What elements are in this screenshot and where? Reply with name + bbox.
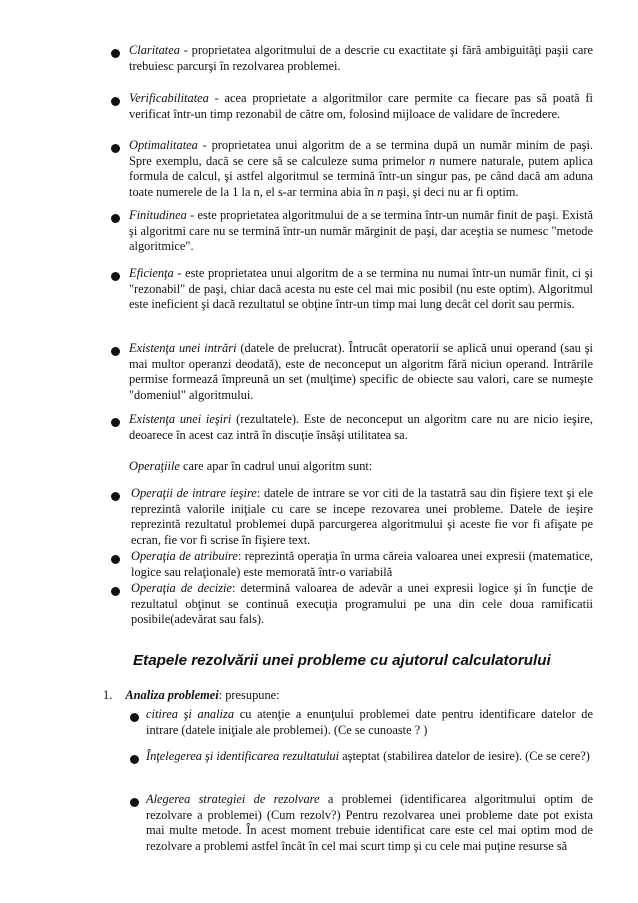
- var-n: n: [377, 184, 384, 199]
- term: Claritatea: [129, 43, 180, 57]
- term: Existenţa unei intrări: [129, 341, 237, 355]
- term: Existenţa unei ieşiri: [129, 412, 232, 426]
- bullet: [111, 272, 120, 281]
- text: aşteptat (stabilirea datelor de iesire). (Ce se cere?): [339, 749, 590, 763]
- property-finitudinea: [129, 208, 593, 255]
- text: : determină valoarea de adevăr a unei expresii logice şi în funcţie de rezultatul obţinut se continuă execuţia programului pe una din cele doua ramificatii posibile(adevărat sau fals).: [131, 581, 593, 627]
- term: Operaţia de atribuire: [131, 549, 238, 563]
- text: : datele de intrare se vor citi de la tastatră sau din fişiere text şi ele reprezintă valorile iniţiale cu care se incepe rezovarea unei probleme. Datele de ieşire reprezintă rezultatul problemei după parcurgerea algoritmului şi aceste fie vor fi afişate pe ecran, fie vor fi scrise în fişiere text.: [131, 486, 593, 547]
- property-verificabilitatea: [129, 91, 593, 122]
- bullet: [111, 555, 120, 564]
- property-claritatea: [129, 43, 593, 74]
- bullet: [111, 347, 120, 356]
- step-number: 1.: [103, 688, 113, 702]
- property-optimalitatea: [129, 138, 593, 200]
- section-heading: Etapele rezolvării unei probleme cu ajutorul calculatorului: [133, 652, 551, 669]
- bullet: [111, 97, 120, 106]
- text: (datele de prelucrat). Întrucât operatorii se aplică unui operand (sau şi mai multor operanzi deodată), este de neconceput un algoritm fără niciun operand. Intrările permise formează împreună un set (mulţime) specific de obiecte sau valori, care se numeşte "domeniul" algoritmului.: [129, 341, 593, 402]
- term: Finitudinea: [129, 208, 187, 222]
- term: Operaţiile: [129, 459, 180, 473]
- var-n: n: [429, 153, 436, 168]
- text: (rezultatele). Este de neconceput un algoritm care nu are nicio ieşire, deoarece în acest caz intră în discuţie însăşi utilitatea sa.: [129, 412, 593, 442]
- text: paşi, şi deci nu ar fi optim.: [383, 184, 519, 199]
- property-intrari: [129, 341, 593, 403]
- text: a problemei (identificarea algoritmului optim de rezolvare a problemei) (Cum rezolv?) Pentru rezolvarea unei probleme date pot exista mai multe metode. În acest moment trebuie identificat care este cel mai optim mod de rezolvare a problemi astfel încât în cel mai scurt timp şi cu cele mai puţine resurse să: [146, 792, 593, 853]
- substep-citirea: [146, 707, 593, 738]
- bullet: [130, 755, 139, 764]
- operations-intro: [129, 459, 593, 475]
- text: cu atenţie a enunţului problemei date pentru identificare datelor de intrare (datele iniţiale ale problemei). (Ce se cunoaste ? ): [146, 707, 593, 737]
- property-iesiri: [129, 412, 593, 443]
- text: - acea proprietate a algoritmilor care permite ca fiecare pas să poată fi verificat într-un timp rezonabil de către om, folosind mijloace de validare de încredere.: [129, 91, 593, 121]
- operation-io: [131, 486, 593, 548]
- bullet: [130, 798, 139, 807]
- bullet: [111, 49, 120, 58]
- text: - este proprietatea algoritmului de a se termina într-un număr finit de paşi. Există şi algoritmi care nu se termină într-un număr mărginit de paşi, dar aceştia se numesc "metode algoritmice".: [129, 208, 593, 254]
- term: Operaţii de intrare ieşire: [131, 486, 257, 500]
- text: care apar în cadrul unui algoritm sunt:: [179, 459, 373, 473]
- text: : presupune:: [218, 688, 280, 702]
- bullet: [111, 418, 120, 427]
- bullet: [111, 587, 120, 596]
- text: : reprezintă operaţia în urma căreia valoarea unei expresii (matematice, logice sau relaţionale) este memorată într-o variabilă: [131, 549, 594, 579]
- term: Operaţia de decizie: [131, 581, 233, 595]
- step-1: [103, 688, 280, 704]
- operation-atribuire: [131, 549, 593, 580]
- text: - este proprietatea unui algoritm de a se termina nu numai într-un număr finit, ci şi "rezonabil" de paşi, chiar dacă acesta nu este cel mai mic posibil (nu este optim). Algoritmul este ineficient şi dacă rezultatul se obţine într-un timp mai lung decât cel dorit sau permis.: [129, 266, 593, 312]
- term: Înţelegerea şi identificarea rezultatului: [146, 749, 340, 763]
- term: Eficienţa: [129, 266, 174, 280]
- bullet: [111, 214, 120, 223]
- bullet: [111, 144, 120, 153]
- property-eficienta: [129, 266, 593, 313]
- term: Analiza problemei: [125, 688, 219, 702]
- term: Verificabilitatea: [129, 91, 209, 105]
- bullet: [130, 713, 139, 722]
- substep-alegerea: [146, 792, 593, 854]
- term: Optimalitatea: [129, 138, 198, 152]
- text: - proprietatea algoritmului de a descrie cu exactitate şi fără ambiguităţi paşii care trebuiesc parcurşi în rezolvarea problemei.: [129, 43, 593, 73]
- term: citirea şi analiza: [146, 707, 235, 721]
- text: numere naturale, putem aplica formula de calcul, şi astfel algoritmul se termină într-un singur pas, pe când dacă am aduna toate numerele de la 1 la n, el s-ar termina abia în: [129, 153, 593, 199]
- text: - proprietatea unui algoritm de a se termina după un număr minim de paşi. Spre exemplu, dacă se cere să se calculeze suma primelor: [129, 138, 593, 168]
- operation-decizie: [131, 581, 593, 628]
- bullet: [111, 492, 120, 501]
- term: Alegerea strategiei de rezolvare: [146, 792, 320, 806]
- substep-intelegerea: [146, 749, 593, 765]
